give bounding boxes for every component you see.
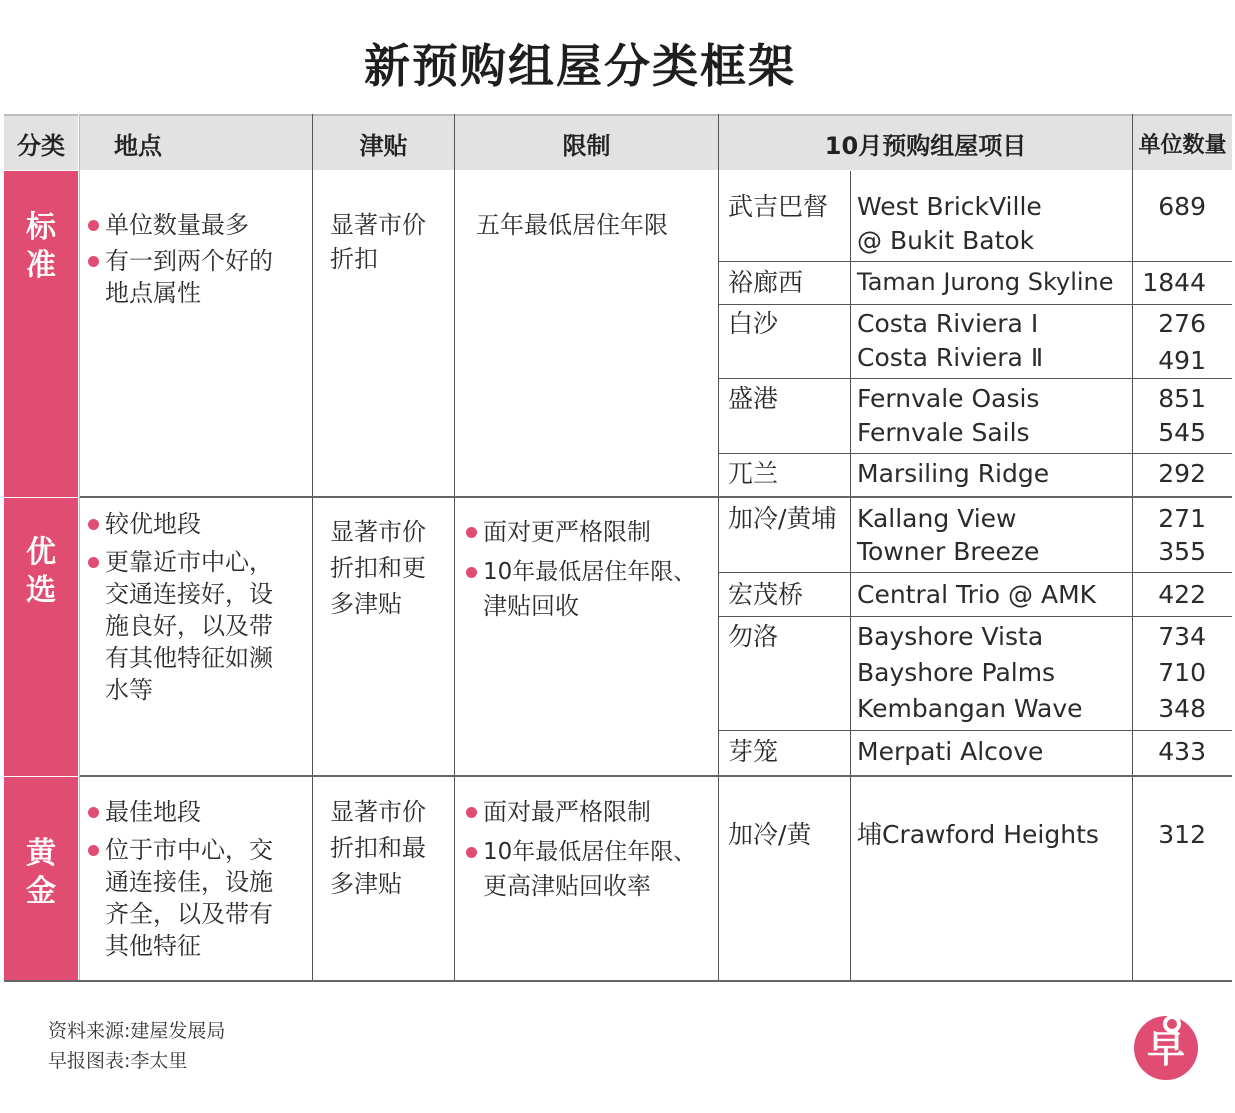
project-name: Merpati Alcove — [857, 737, 1044, 766]
project-name: @ Bukit Batok — [857, 226, 1035, 255]
project-name: Costa Riviera Ⅱ — [857, 343, 1044, 372]
town-name: 加冷/黄埔 — [728, 504, 837, 533]
town-name: 白沙 — [728, 309, 779, 338]
unit-count: 710 — [1158, 658, 1206, 687]
header-units: 单位数量 — [1133, 114, 1232, 170]
category-label: 标 — [26, 210, 56, 245]
category-label: 选 — [26, 573, 56, 608]
restriction-prime: 面对最严格限制 10年最低居住年限、 更高津贴回收率 — [466, 796, 716, 902]
subsidy-plus: 显著市价 折扣和更 多津贴 — [330, 518, 426, 618]
header-projects: 10月预购组屋项目 — [719, 114, 1132, 170]
town-name: 裕廊西 — [728, 268, 804, 297]
town-name: 兀兰 — [728, 459, 779, 488]
project-name: Taman Jurong Skyline — [857, 268, 1114, 296]
unit-count: 348 — [1158, 694, 1206, 723]
unit-count: 433 — [1158, 737, 1206, 766]
page-title: 新预购组屋分类框架 — [364, 39, 796, 93]
project-name: Bayshore Palms — [857, 658, 1056, 687]
town-name: 加冷/黄 — [728, 820, 812, 849]
project-name: Towner Breeze — [857, 537, 1040, 566]
unit-count: 1844 — [1142, 268, 1206, 297]
unit-count: 312 — [1158, 820, 1206, 849]
bullet-icon — [88, 807, 99, 818]
project-name: Costa Riviera Ⅰ — [857, 309, 1039, 338]
subsidy-standard: 显著市价 折扣 — [330, 211, 426, 273]
bullet-icon — [466, 567, 477, 578]
location-plus: 较优地段 更靠近市中心， 交通连接好，设 施良好，以及带 有其他特征如濒 水等 — [88, 508, 310, 706]
restriction-plus: 面对更严格限制 10年最低居住年限、 津贴回收 — [466, 516, 716, 622]
unit-count: 276 — [1158, 309, 1206, 338]
unit-count: 734 — [1158, 622, 1206, 651]
project-name: West BrickVille — [857, 192, 1042, 221]
zaobao-logo-icon — [1130, 1010, 1202, 1082]
bullet-icon — [88, 220, 99, 231]
project-name: Fernvale Oasis — [857, 384, 1040, 413]
category-prime — [4, 777, 78, 982]
unit-count: 545 — [1158, 418, 1206, 447]
restriction-standard: 五年最低居住年限 — [476, 211, 668, 239]
location-prime: 最佳地段 位于市中心，交 通连接佳，设施 齐全，以及带有 其他特征 — [88, 796, 310, 962]
footer-notes — [48, 1016, 225, 1076]
unit-count: 491 — [1158, 346, 1206, 375]
bullet-icon — [466, 847, 477, 858]
unit-count: 422 — [1158, 580, 1206, 609]
project-name: Bayshore Vista — [857, 622, 1044, 651]
bullet-icon — [466, 807, 477, 818]
project-name: Fernvale Sails — [857, 418, 1030, 447]
unit-count: 355 — [1158, 537, 1206, 566]
classification-table — [4, 114, 1232, 982]
bullet-icon — [88, 256, 99, 267]
category-label: 黄 — [26, 836, 56, 871]
bullet-icon — [466, 527, 477, 538]
unit-count: 292 — [1158, 459, 1206, 488]
town-name: 武吉巴督 — [728, 192, 829, 221]
category-plus — [4, 498, 78, 776]
unit-count: 851 — [1158, 384, 1206, 413]
header-location: 地点 — [80, 114, 312, 170]
project-name: Central Trio @ AMK — [857, 580, 1097, 609]
bullet-icon — [88, 845, 99, 856]
project-name: Marsiling Ridge — [857, 459, 1050, 488]
category-label: 优 — [26, 535, 56, 570]
category-label: 金 — [26, 874, 56, 909]
project-name: Kembangan Wave — [857, 694, 1083, 723]
source-note: 资料来源:建屋发展局 — [48, 1020, 226, 1042]
logo-glyph: 早 — [1146, 1027, 1186, 1071]
category-label: 准 — [26, 248, 56, 283]
town-name: 芽笼 — [728, 737, 779, 766]
location-standard: 单位数量最多 有一到两个好的 地点属性 — [88, 209, 310, 309]
header-category: 分类 — [4, 114, 78, 170]
bullet-icon — [88, 557, 99, 568]
subsidy-prime: 显著市价 折扣和最 多津贴 — [330, 798, 426, 898]
header-restriction: 限制 — [455, 114, 718, 170]
town-name: 盛港 — [728, 384, 779, 413]
category-standard — [4, 171, 78, 497]
unit-count: 689 — [1158, 192, 1206, 221]
credit-note: 早报图表:李太里 — [48, 1050, 188, 1072]
header-subsidy: 津贴 — [313, 114, 454, 170]
project-name: Kallang View — [857, 504, 1017, 533]
bullet-icon — [88, 519, 99, 530]
town-name: 宏茂桥 — [728, 580, 804, 609]
unit-count: 271 — [1158, 504, 1206, 533]
project-name: 埔Crawford Heights — [857, 820, 1099, 849]
town-name: 勿洛 — [728, 622, 779, 651]
